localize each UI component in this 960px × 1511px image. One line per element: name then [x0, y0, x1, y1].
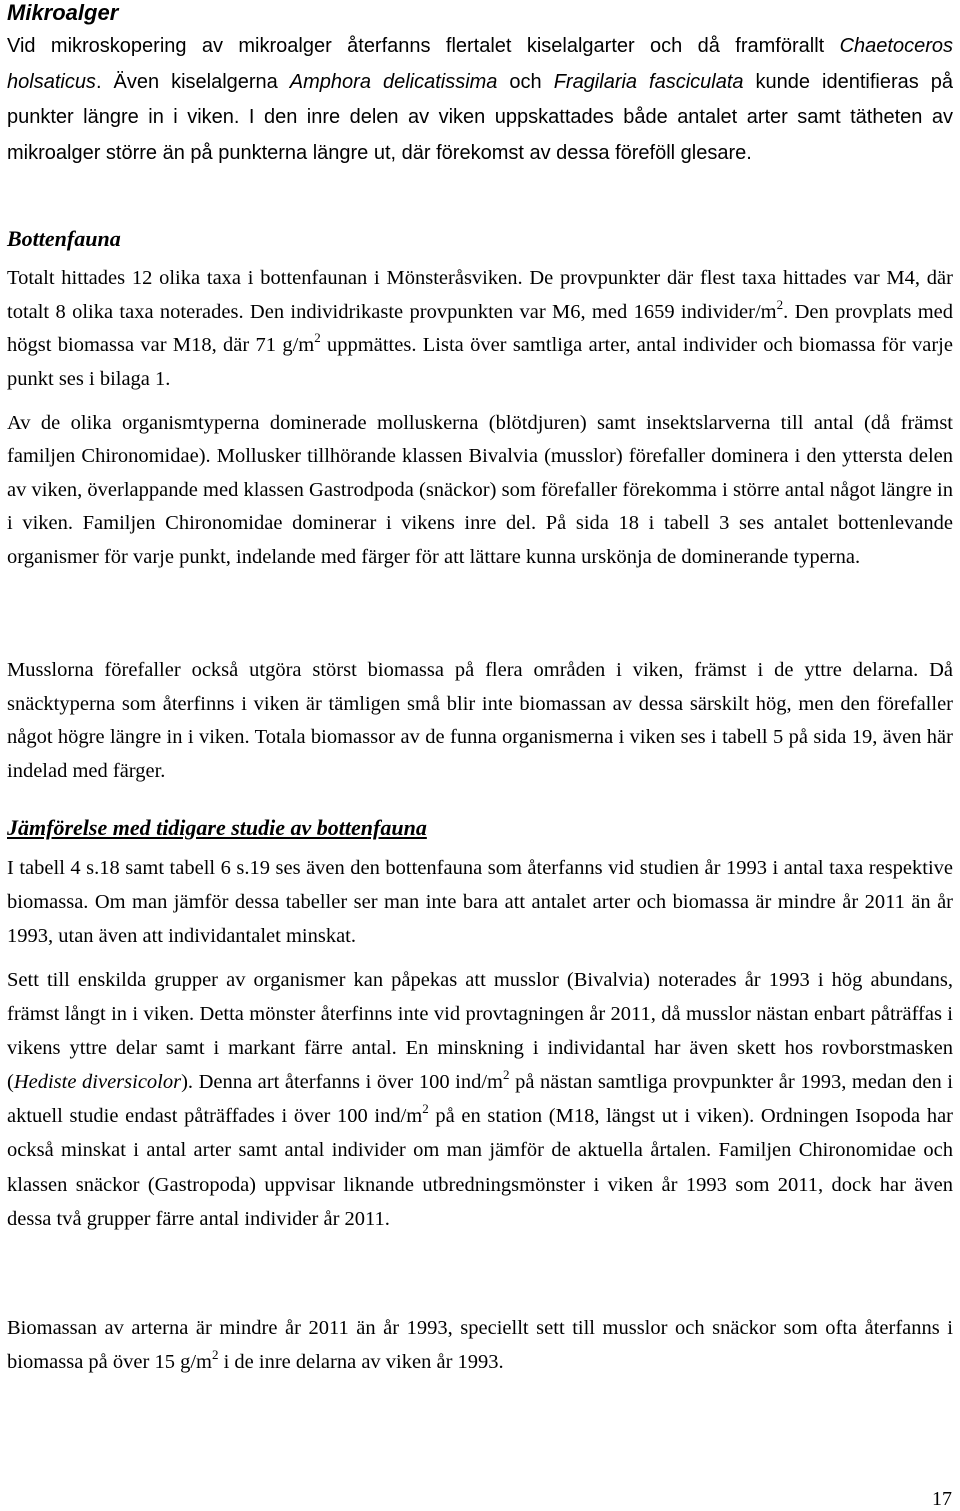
text: Biomassan av arterna är mindre år 2011 än år 1993, speciellt sett till musslor och snäckor som ofta återfanns i biomassa på över 15 g/m [7, 1317, 953, 1373]
paragraph-bottenfauna-2: Av de olika organismtyperna dominerade molluskerna (blötdjuren) samt insektslarverna till antal (då främst familjen Chironomidae). Mollusker tillhörande klassen Bivalvia (musslor) förefaller dominera i den yttersta delen av viken, överlappande med klassen Gastrodpoda (snäckor) som förefaller förekomma i större antal något längre in i viken. Familjen Chironomidae dominerar i vikens inre del. På sida 18 i tabell 3 ses antalet bottenlevande organismer för varje punkt, indelande med färger för att lättare kunna urskönja de dominerande typerna. [7, 412, 953, 568]
species-name: Chaetoceros holsaticus [7, 35, 953, 93]
heading-jamforelse: Jämförelse med tidigare studie av bottenfauna [7, 815, 427, 840]
text: . Även kiselalgerna [95, 70, 290, 93]
text: uppmättes. Lista över samtliga arter, antal individer och biomassa för varje punkt ses i bilaga 1. [7, 334, 953, 390]
text: Vid mikroskopering av mikroalger återfanns flertalet kiselalgarter och då framförallt [7, 35, 840, 57]
text: Totalt hittades 12 olika taxa i bottenfaunan i Mönsteråsviken. De provpunkter där flest taxa hittades var M4, där totalt 8 olika taxa noterades. Den individrikaste provpunkten var M6, med 1659 individer/m [7, 267, 953, 323]
text: i de inre delarna av viken år 1993. [218, 1350, 504, 1373]
text: och [497, 70, 554, 93]
superscript: 2 [776, 296, 784, 312]
text: ). Denna art återfanns i över 100 ind/m [181, 1071, 503, 1094]
species-name: Amphora delicatissima [289, 70, 498, 93]
text: Sett till enskilda grupper av organismer kan påpekas att musslor (Bivalvia) noterades år 1993 i hög abundans, främst långt in i viken. Detta mönster återfinns inte vid provtagningen år 2011, då musslor nästan enbart påträffas i vikens yttre delar samt i markant färre antal. En minskning i individantal har även skett hos rovborstmasken ( [7, 969, 953, 1094]
text: . Den provplats med högst biomassa var M18, där 71 g/m [7, 300, 954, 356]
species-name: Hediste diversicolor [13, 1071, 182, 1094]
paragraph-bottenfauna-3: Musslorna förefaller också utgöra störst biomassa på flera områden i viken, främst i de yttre delarna. Då snäcktyperna som återfinns i viken är tämligen små blir inte biomassan av dessa särskilt hög, men den förefaller något högre längre in i viken. Totala biomassor av de funna organismerna i viken ses i tabell 5 på sida 19, även här indelad med färger. [7, 659, 953, 782]
text: på en station (M18, längst ut i viken). Ordningen Isopoda har också minskat i antal arter samt antal individer om man jämför de aktuella årtalen. Familjen Chironomidae och klassen snäckor (Gastropoda) uppvisar liknande utbredningsmönster i viken år 1993 som 2011, dock har även dessa två grupper färre antal individer år 2011. [7, 1105, 953, 1230]
superscript: 2 [422, 1101, 429, 1117]
text: på nästan samtliga provpunkter år 1993, medan den i aktuell studie endast påträffades i över 100 ind/m [7, 1071, 953, 1128]
page-number: 17 [932, 1488, 952, 1510]
superscript: 2 [211, 1346, 219, 1362]
superscript: 2 [314, 330, 321, 345]
heading-bottenfauna: Bottenfauna [7, 226, 121, 251]
species-name: Fragilaria fasciculata [553, 70, 744, 93]
text: kunde identifieras på punkter längre in i viken. I den inre delen av viken uppskattades både antalet arter samt tätheten av mikroalger större än på punkterna längre ut, där förekomst av dessa föreföll glesare. [7, 70, 953, 164]
paragraph-jamforelse-2 [7, 963, 953, 1236]
paragraph-jamforelse-3 [7, 1312, 953, 1379]
paragraph-mikroalger [7, 29, 953, 171]
heading-mikroalger: Mikroalger [7, 0, 119, 25]
superscript: 2 [503, 1067, 510, 1083]
paragraph-jamforelse-1: I tabell 4 s.18 samt tabell 6 s.19 ses även den bottenfauna som återfanns vid studien år 1993 i antal taxa respektive biomassa. Om man jämför dessa tabeller ser man inte bara att antalet arter och biomassa är mindre år 2011 än år 1993, utan även att individantalet minskat. [7, 857, 953, 947]
paragraph-bottenfauna-1 [7, 262, 953, 396]
